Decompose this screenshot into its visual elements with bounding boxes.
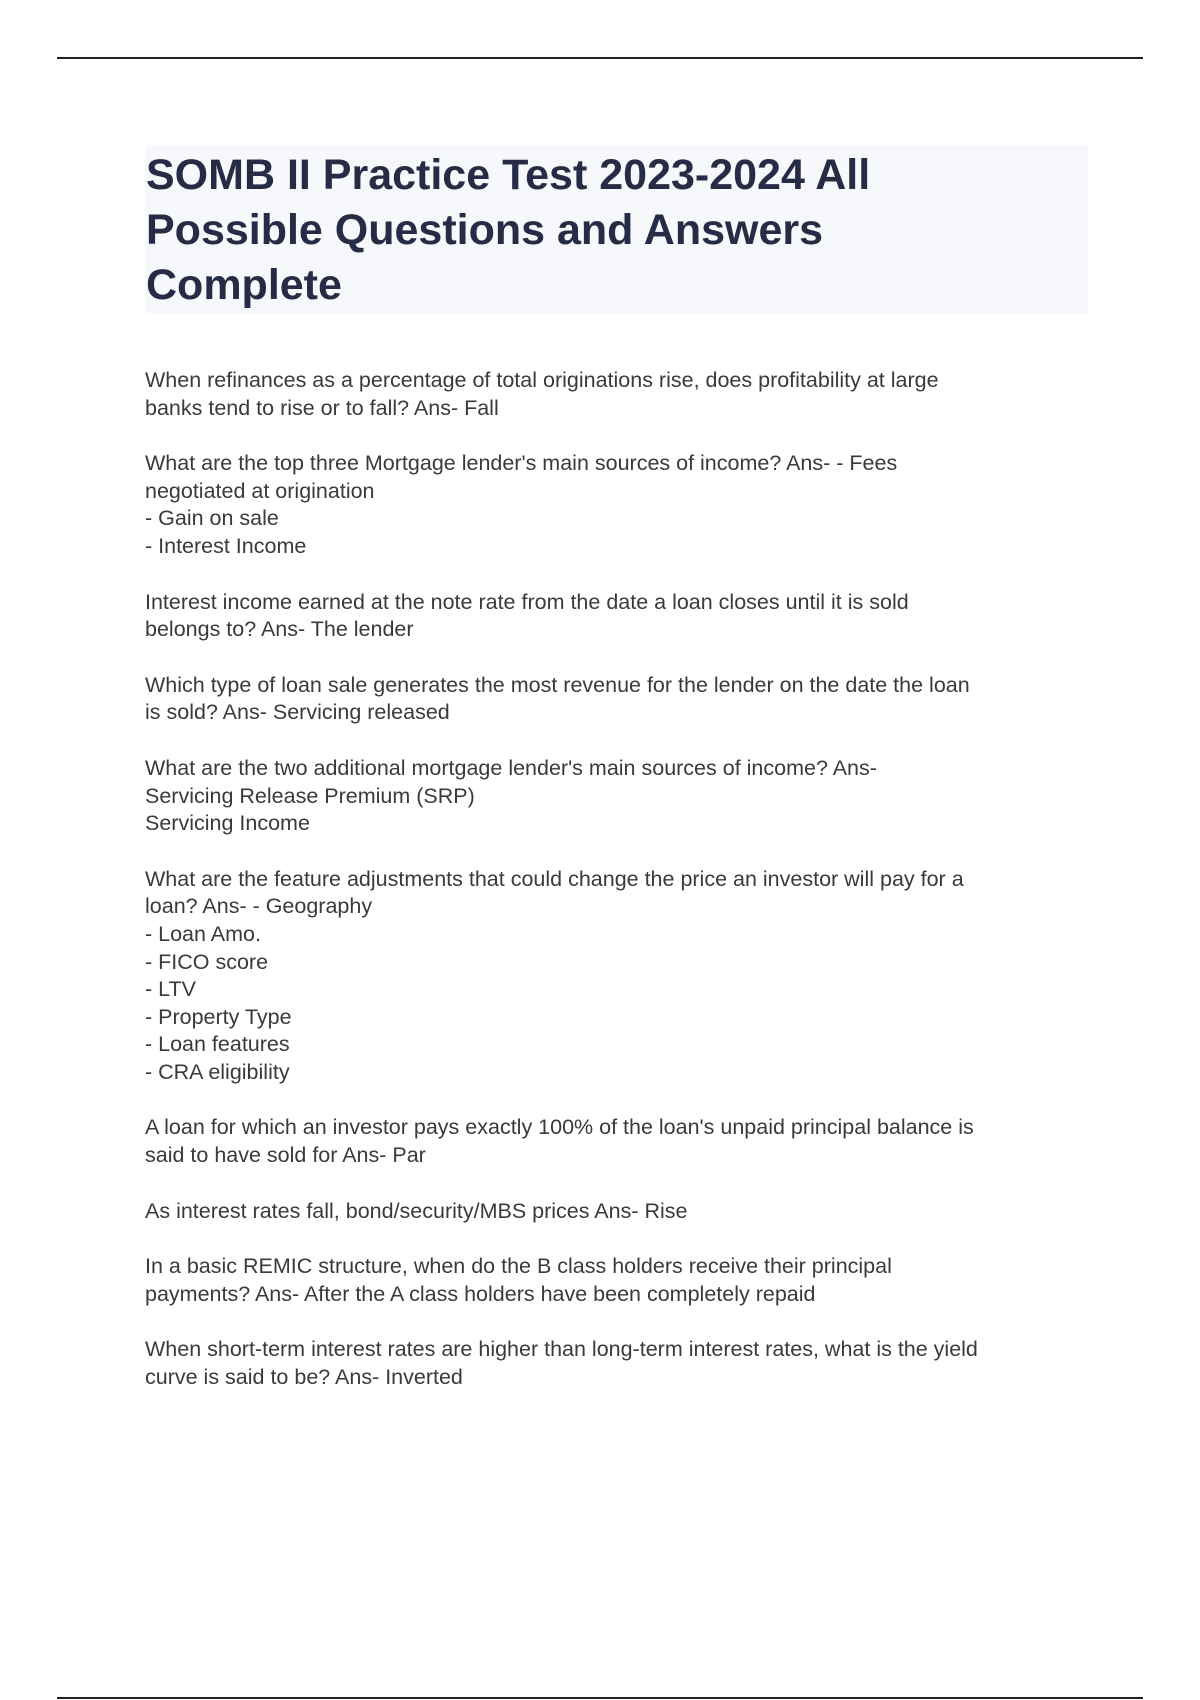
qa-item: Interest income earned at the note rate from the date a loan closes until it is sold belongs to? Ans- The lender xyxy=(145,589,909,642)
footer-rule xyxy=(57,1697,1143,1699)
qa-item: What are the two additional mortgage lender's main sources of income? Ans- Servicing Release Premium (SRP) Servicing Income xyxy=(145,755,877,836)
qa-item: As interest rates fall, bond/security/MBS prices Ans- Rise xyxy=(145,1198,688,1223)
qa-item: In a basic REMIC structure, when do the B class holders receive their principal payments? Ans- After the A class holders have been completely repaid xyxy=(145,1254,892,1306)
qa-item: What are the feature adjustments that could change the price an investor will pay for a loan? Ans- - Geography - Loan Amo. - FICO score - LTV - Property Type - Loan features - CRA eligibility xyxy=(145,866,964,1084)
qa-item: What are the top three Mortgage lender's main sources of income? Ans- - Fees negotiated at origination - Gain on sale - Interest Income xyxy=(145,451,898,558)
qa-item: When short-term interest rates are higher than long-term interest rates, what is the yield curve is said to be? Ans- Inverted xyxy=(145,1337,978,1390)
qa-item: When refinances as a percentage of total originations rise, does profitability at large banks tend to rise or to fall? Ans- Fall xyxy=(145,368,939,420)
qa-item: Which type of loan sale generates the most revenue for the lender on the date the loan is sold? Ans- Servicing released xyxy=(145,672,970,725)
qa-list xyxy=(145,367,1095,1420)
document-title: SOMB II Practice Test 2023-2024 All Possible Questions and Answers Complete xyxy=(146,151,871,309)
title-block xyxy=(145,145,1088,313)
header-rule xyxy=(57,57,1143,59)
qa-item: A loan for which an investor pays exactly 100% of the loan's unpaid principal balance is said to have sold for Ans- Par xyxy=(145,1115,974,1168)
